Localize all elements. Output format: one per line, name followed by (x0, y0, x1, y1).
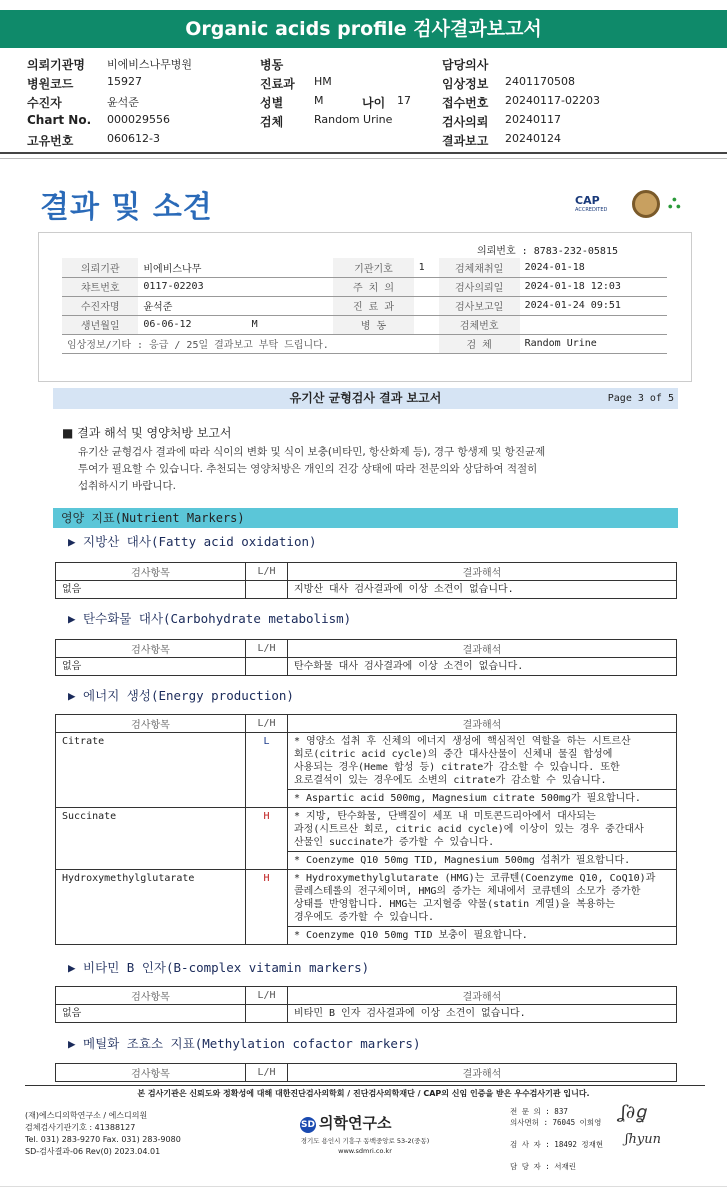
header-divider-thin (0, 158, 727, 159)
section-subtitle: ▶ 에너지 생성(Energy production) (68, 688, 294, 703)
section-title-bar: 유기산 균형검사 결과 보고서 Page 3 of 5 (53, 388, 678, 409)
clinical-info: 임상정보/기타 : 응급 / 25일 결과보고 부탁 드립니다. (62, 334, 439, 353)
lab-info-line: 검체검사기관기호 : 41388127 (25, 1123, 136, 1132)
col-lh: L/H (246, 987, 288, 1005)
header-value: M (314, 94, 324, 107)
lab-address: 경기도 용인시 기흥구 동백중앙로 53-2(중동) www.sdmri.co.kr (300, 1137, 430, 1155)
col-item: 검사항목 (56, 563, 246, 581)
section-subtitle: ▶ 메틸화 조효소 지표(Methylation cofactor markers) (68, 1036, 421, 1051)
col-item: 검사항목 (56, 715, 246, 733)
field-value: 0117-02203 (138, 277, 333, 296)
test-item: Hydroxymethylglutarate (56, 870, 246, 945)
header-value: 2401170508 (505, 75, 575, 88)
field-value: 1 (414, 258, 439, 277)
table-row (56, 808, 677, 852)
interpretation-line: 과정(시트르산 회로, citric acid cycle)에 이상이 있는 경우 중간대사 (294, 824, 644, 835)
lh-flag: H (246, 808, 288, 870)
section-subtitle: ▶ 지방산 대사(Fatty acid oxidation) (68, 534, 317, 549)
header-label: 성별 (260, 96, 284, 110)
field-label: 검체번호 (439, 315, 520, 334)
header-label: 진료과 (260, 77, 295, 91)
signer-line: 담 당 자 : 서재린 (510, 1162, 577, 1171)
age-label: 나이 (362, 96, 386, 110)
intro-line: 유기산 균형검사 결과에 따라 식이의 변화 및 식이 보충(비타민, 항산화제 등), 경구 항생제 및 항진균제 (78, 446, 546, 458)
signers (510, 1106, 603, 1172)
header-value: 20240117-02203 (505, 94, 600, 107)
interpretation-line: 사용되는 경우(Heme 합성 등) citrate가 감소할 수 있습니다. 또한 (294, 762, 620, 773)
table-row (56, 870, 677, 927)
accreditation-logos (575, 190, 695, 220)
sex-value: M (251, 319, 258, 330)
header-label: 담당의사 (442, 58, 489, 72)
header-label: 의뢰기관명 (27, 58, 85, 72)
age-value: 17 (397, 94, 411, 107)
page-indicator: Page 3 of 5 (607, 393, 674, 404)
interpretation: 지방산 대사 검사결과에 이상 소견이 없습니다. (288, 581, 677, 599)
field-value (414, 296, 439, 315)
birth-date: 06-06-12 (143, 319, 192, 330)
header-value: HM (314, 75, 332, 88)
header-value: 20240124 (505, 132, 561, 145)
clinical-row (62, 334, 667, 353)
result-table (55, 639, 677, 676)
intro-line: 투여가 필요할 수 있습니다. 추천되는 영양처방은 개인의 건강 상태에 따라 전문의와 상담하여 적절히 (78, 463, 538, 475)
interpretation-line: 회로(citric acid cycle)의 중간 대사산물이 신체내 물질 합성에 (294, 749, 613, 760)
header-value: 20240117 (505, 113, 561, 126)
patient-info-table (62, 258, 667, 354)
report-title: 결과 및 소견 (40, 190, 213, 225)
col-interp: 결과해석 (288, 1064, 677, 1082)
col-lh: L/H (246, 640, 288, 658)
report-banner: Organic acids profile 검사결과보고서 (0, 10, 727, 48)
lab-info-line: SD-검사결과-06 Rev(0) 2023.04.01 (25, 1147, 161, 1156)
header-divider (0, 152, 727, 154)
col-item: 검사항목 (56, 987, 246, 1005)
interpretation (288, 870, 677, 927)
request-number: 의뢰번호 : 8783-232-05815 (476, 246, 618, 257)
header-value: 윤석준 (107, 96, 139, 109)
field-value: Random Urine (520, 334, 667, 353)
header-row (27, 75, 717, 93)
field-value: 2024-01-18 (520, 258, 667, 277)
signature-1: ʆ∂ꬶ (620, 1102, 647, 1123)
section-subtitle: ▶ 비타민 B 인자(B-complex vitamin markers) (68, 960, 370, 975)
result-table (55, 1063, 677, 1082)
footer-divider (25, 1085, 705, 1086)
interpretation (288, 733, 677, 790)
signer-line: 전 문 의 : 837 (510, 1107, 568, 1116)
header-label: 접수번호 (442, 96, 489, 110)
field-value: 2024-01-24 09:51 (520, 296, 667, 315)
intro-line: 섭취하시기 바랍니다. (78, 480, 176, 492)
patient-row (62, 258, 667, 277)
result-table (55, 714, 677, 945)
field-label: 기관기호 (333, 258, 413, 277)
signer-line: 의사면허 : 76045 이희영 (510, 1118, 602, 1127)
field-value: 2024-01-18 12:03 (520, 277, 667, 296)
header-label: 병원코드 (27, 77, 74, 91)
section-subtitle: ▶ 탄수화물 대사(Carbohydrate metabolism) (68, 611, 352, 626)
interpretation-line: 요로결석이 있는 경우에도 소변의 citrate가 감소할 수 있습니다. (294, 775, 607, 786)
header-label: 결과보고 (442, 134, 489, 148)
result-table (55, 986, 677, 1023)
field-label: 주 치 의 (333, 277, 413, 296)
result-table (55, 562, 677, 599)
header-label: 임상정보 (442, 77, 489, 91)
nutrient-markers-bar: 영양 지표(Nutrient Markers) (53, 508, 678, 528)
field-value (414, 277, 439, 296)
field-label: 검 체 (439, 334, 520, 353)
field-value: 비에비스나무 (138, 258, 333, 277)
interpretation: 탄수화물 대사 검사결과에 이상 소견이 없습니다. (288, 658, 677, 676)
header-row (27, 56, 717, 74)
lh-flag (246, 658, 288, 676)
test-item: Succinate (56, 808, 246, 870)
lab-mark-icon: ⛬ (668, 192, 681, 213)
header-label: 수진자 (27, 96, 62, 110)
header-label: Chart No. (27, 113, 92, 127)
lh-flag: L (246, 733, 288, 808)
patient-row (62, 315, 667, 334)
table-row (56, 1005, 677, 1023)
sd-logo: SD 의학연구소 (301, 1114, 392, 1132)
test-item: 없음 (56, 1005, 246, 1023)
field-label: 수진자명 (62, 296, 138, 315)
field-value (138, 315, 333, 334)
cap-logo: CAP ACCREDITED (575, 194, 608, 213)
signer-line: 검 사 자 : 18492 정재현 (510, 1140, 604, 1149)
header-label: 고유번호 (27, 134, 74, 148)
col-lh: L/H (246, 563, 288, 581)
interpretation (288, 808, 677, 852)
interpretation: 비타민 B 인자 검사결과에 이상 소견이 없습니다. (288, 1005, 677, 1023)
table-header-row (56, 1064, 677, 1082)
recommendation: * Coenzyme Q10 50mg TID, Magnesium 500mg 섭취가 필요합니다. (288, 852, 677, 870)
header-value: Random Urine (314, 113, 393, 126)
signature-2: ʃhyun (625, 1132, 661, 1147)
table-header-row (56, 715, 677, 733)
certification-note: 본 검사기관은 신뢰도와 정확성에 대해 대한진단검사의학회 / 진단검사의학재단 / CAP의 신임 인증을 받은 우수검사기관 입니다. (137, 1089, 590, 1098)
table-row (56, 658, 677, 676)
interpretation-line: * 지방, 탄수화물, 단백질이 세포 내 미토콘드리아에서 대사되는 (294, 811, 596, 822)
signer-line (510, 1150, 603, 1161)
interpretation-line: 상태를 반영합니다. HMG는 고지혈증 약물(statin 계열)을 복용하는 (294, 899, 615, 910)
recommendation: * Coenzyme Q10 50mg TID 보충이 필요합니다. (288, 927, 677, 945)
table-header-row (56, 640, 677, 658)
table-row (56, 581, 677, 599)
field-value (414, 315, 439, 334)
recommendation: * Aspartic acid 500mg, Magnesium citrate 500mg가 필요합니다. (288, 790, 677, 808)
field-label: 의뢰기관 (62, 258, 138, 277)
seal-icon (632, 190, 660, 218)
header-value: 15927 (107, 75, 142, 88)
field-label: 진 료 과 (333, 296, 413, 315)
field-label: 검사의뢰일 (439, 277, 520, 296)
col-interp: 결과해석 (288, 715, 677, 733)
col-lh: L/H (246, 1064, 288, 1082)
test-item: 없음 (56, 581, 246, 599)
header-row (27, 132, 717, 150)
lab-info-line: (재)에스디의학연구소 / 에스디의원 (25, 1111, 148, 1120)
section-heading: ■ 결과 해석 및 영양처방 보고서 (62, 426, 232, 440)
lh-flag (246, 581, 288, 599)
header-row (27, 113, 717, 131)
header-label: 검사의뢰 (442, 115, 489, 129)
table-header-row (56, 987, 677, 1005)
col-item: 검사항목 (56, 640, 246, 658)
table-row (56, 733, 677, 790)
lab-info-line: Tel. 031) 283-9270 Fax. 031) 283-9080 (25, 1135, 181, 1144)
header-value: 비에비스나무병원 (107, 58, 193, 71)
field-label: 검체채취일 (439, 258, 520, 277)
interpretation-line: * 영양소 섭취 후 신체의 에너지 생성에 핵심적인 역할을 하는 시트르산 (294, 736, 631, 747)
patient-row (62, 296, 667, 315)
test-item: Citrate (56, 733, 246, 808)
intro-text (78, 444, 668, 495)
col-interp: 결과해석 (288, 563, 677, 581)
signer-line (510, 1128, 603, 1139)
header-value: 000029556 (107, 113, 170, 126)
lab-info (25, 1110, 181, 1158)
header-label: 검체 (260, 115, 284, 129)
table-header-row (56, 563, 677, 581)
sd-logo-icon: SD (300, 1117, 316, 1133)
field-value: 윤석준 (138, 296, 333, 315)
field-label: 검사보고일 (439, 296, 520, 315)
interpretation-line: * Hydroxymethylglutarate (HMG)는 코큐텐(Coenzyme Q10, CoQ10)과 (294, 873, 656, 884)
lh-flag: H (246, 870, 288, 945)
col-item: 검사항목 (56, 1064, 246, 1082)
field-label: 병 동 (333, 315, 413, 334)
header-row (27, 94, 717, 112)
field-label: 생년월일 (62, 315, 138, 334)
field-label: 챠트번호 (62, 277, 138, 296)
page-bottom-line (0, 1186, 727, 1187)
test-item: 없음 (56, 658, 246, 676)
patient-row (62, 277, 667, 296)
lh-flag (246, 1005, 288, 1023)
col-lh: L/H (246, 715, 288, 733)
interpretation-line: 콜레스테롤의 전구체이며, HMG의 증가는 체내에서 코큐텐의 소모가 증가한 (294, 886, 641, 897)
interpretation-line: 산물인 succinate가 증가할 수 있습니다. (294, 837, 495, 848)
interpretation-line: 경우에도 증가할 수 있습니다. (294, 912, 435, 923)
field-value (520, 315, 667, 334)
header-value: 060612-3 (107, 132, 160, 145)
col-interp: 결과해석 (288, 987, 677, 1005)
col-interp: 결과해석 (288, 640, 677, 658)
header-label: 병동 (260, 58, 284, 72)
